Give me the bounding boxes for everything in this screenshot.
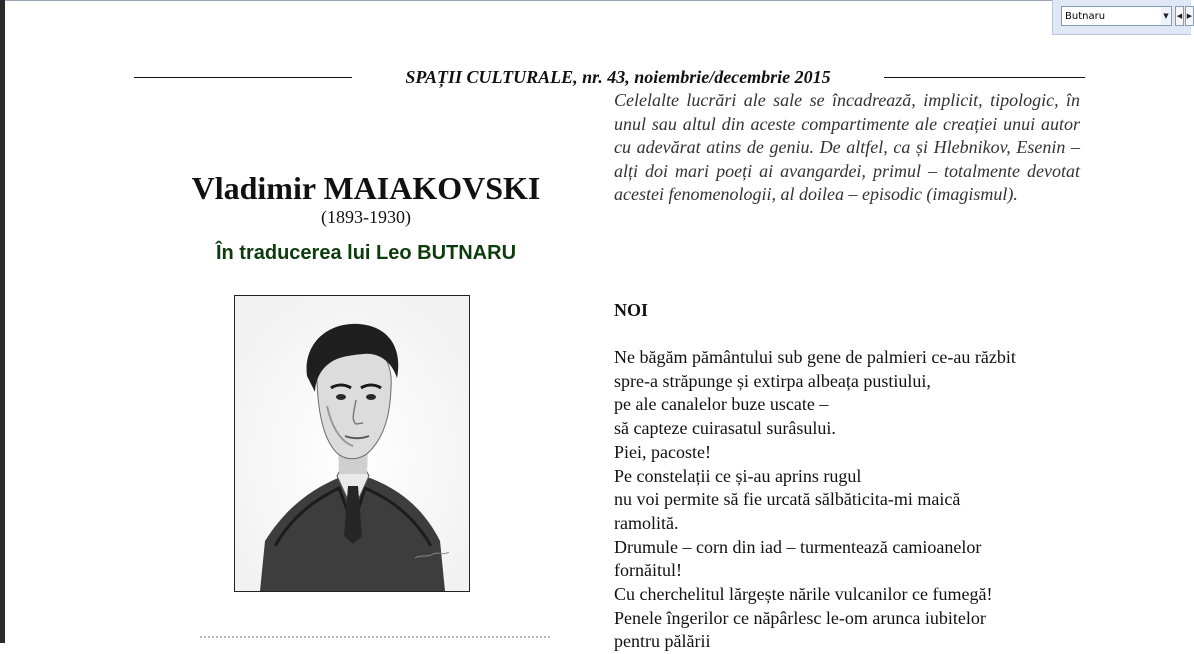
poem-line: Cu cherchelitul lărgește nările vulcanilor ce fumegă! bbox=[614, 584, 993, 605]
poem-line: Pe constelații ce și-au aprins rugul bbox=[614, 465, 862, 486]
portrait-drawing-icon bbox=[235, 296, 469, 591]
poem-line: Piei, pacoste! bbox=[614, 441, 711, 462]
poem-line: pe ale canalelor buze uscate – bbox=[614, 394, 829, 415]
poem-line: spre-a străpunge și extirpa albeața pustiului, bbox=[614, 370, 931, 391]
poem-line: nu voi permite să fie urcată sălbăticita-mi maică bbox=[614, 489, 961, 510]
poem-line: Ne băgăm pământului sub gene de palmieri ce-au răzbit bbox=[614, 347, 1016, 367]
author-name: Vladimir MAIAKOVSKI bbox=[191, 170, 541, 206]
translator-line: În traducerea lui Leo BUTNARU bbox=[215, 242, 517, 264]
chevron-right-icon[interactable]: ▶ bbox=[1185, 6, 1194, 26]
poem-title: NOI bbox=[614, 300, 649, 320]
author-years: (1893-1930) bbox=[321, 207, 411, 227]
find-toolbar bbox=[1052, 0, 1191, 35]
author-portrait bbox=[234, 295, 470, 592]
chevron-down-icon[interactable]: ▼ bbox=[1161, 6, 1172, 26]
poem-line: Penele îngerilor ce năpârlesc le-om arunca iubitelor bbox=[614, 607, 986, 628]
window-top-border bbox=[5, 0, 1191, 1]
chevron-left-icon[interactable]: ◀ bbox=[1175, 6, 1184, 26]
intro-paragraph: Celelalte lucrări ale sale se încadrează, implicit, tipologic, în unul sau altul din aceste compartimente ale creației unui autor cu adevărat atins de geniu. De altfel, ca și Hlebnikov, Esenin – alți doi mari poeți ai avangardei, primul – totalmente devotat acestei fenomenologii, al doilea – episodic (imagismul). bbox=[614, 90, 1080, 204]
cut-off-text-line bbox=[200, 636, 550, 641]
poem-line: Drumule – corn din iad – turmentează camioanelor bbox=[614, 536, 982, 557]
header-rule-left bbox=[134, 77, 352, 78]
journal-header: SPAȚII CULTURALE, nr. 43, noiembrie/decembrie 2015 bbox=[405, 67, 831, 87]
poem-line: să capteze cuirasatul surâsului. bbox=[614, 418, 836, 439]
poem-line: pentru pălării bbox=[614, 631, 711, 652]
poem-body bbox=[614, 346, 1084, 654]
window-left-border bbox=[0, 0, 5, 643]
poem-line: ramolită. bbox=[614, 512, 679, 533]
find-search-input[interactable] bbox=[1061, 6, 1163, 26]
poem-line: fornăitul! bbox=[614, 560, 682, 581]
header-rule-right bbox=[884, 77, 1085, 78]
